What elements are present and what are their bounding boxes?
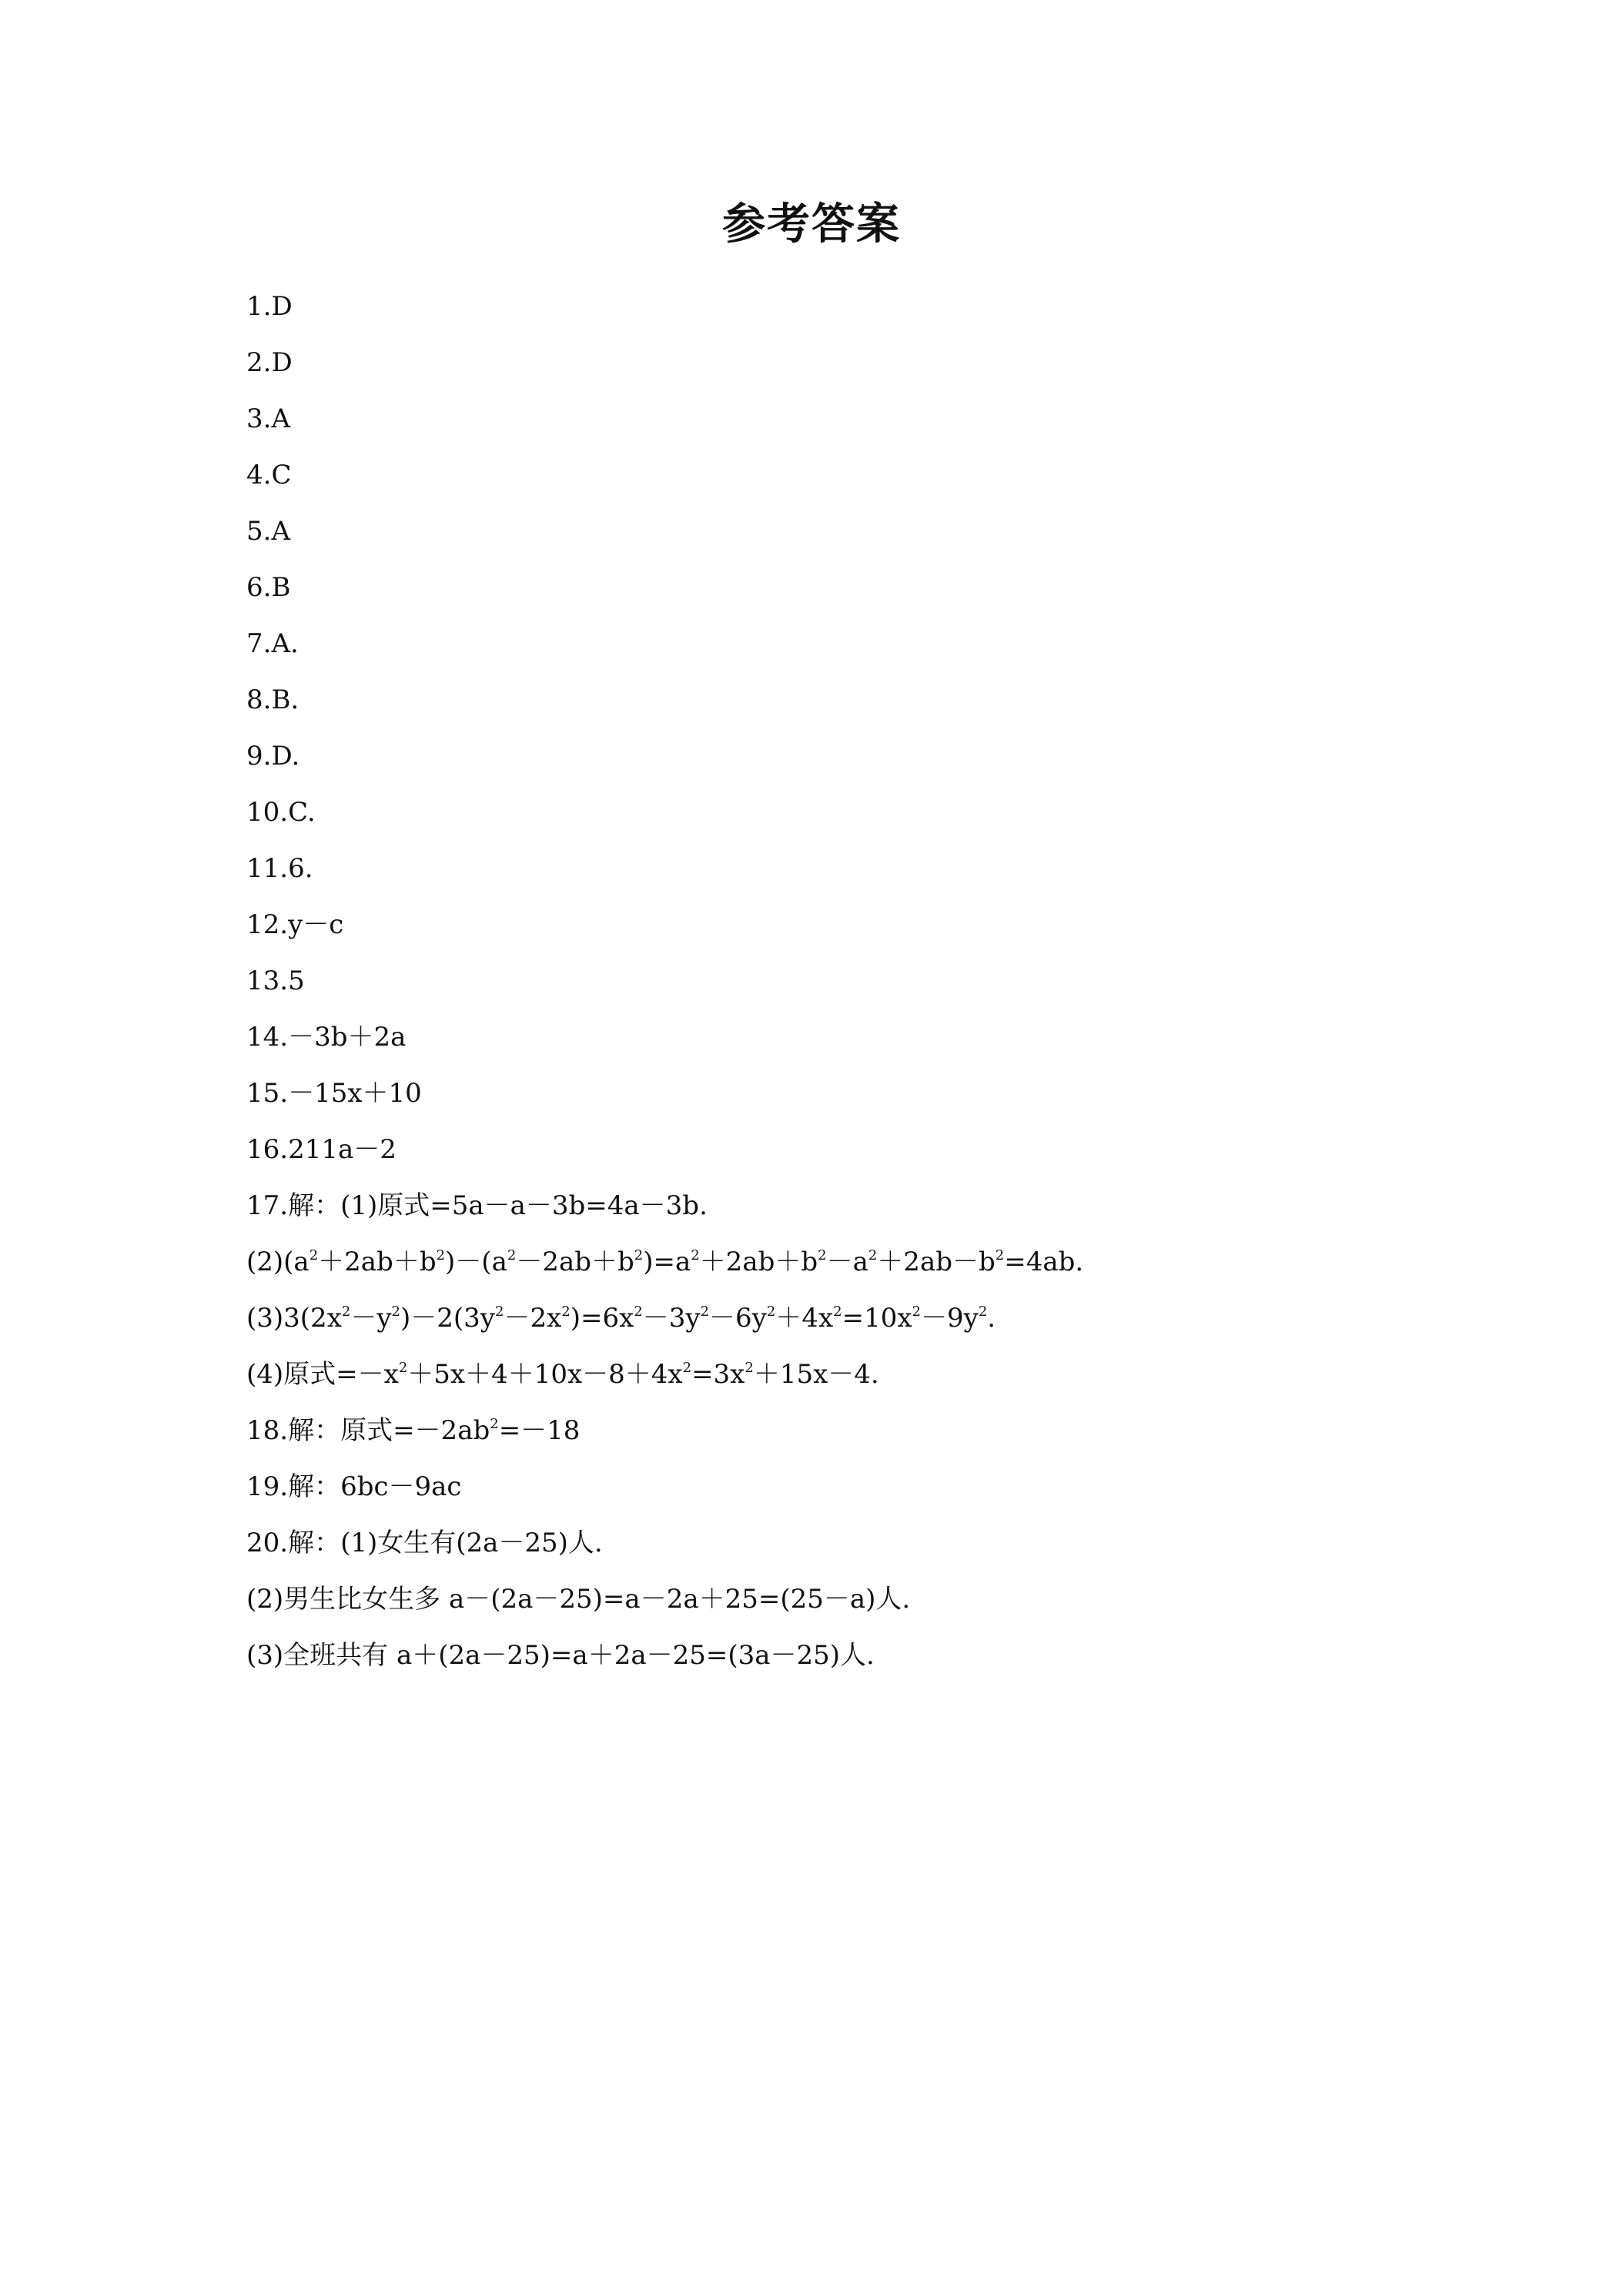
answer-line: 9.D.	[246, 741, 300, 771]
answer-line: 7.A.	[246, 628, 299, 659]
answer-line: 12.y－c	[246, 909, 344, 940]
answer-line: 11.6.	[246, 853, 313, 884]
answer-line: 3.A	[246, 403, 290, 434]
answer-line: 16.211a－2	[246, 1134, 397, 1165]
answer-line: 18.解：原式$=-2ab^2=-18$	[246, 1415, 581, 1446]
answer-line: 1.D	[246, 291, 293, 322]
answer-line: 15.－15x＋10	[246, 1078, 422, 1109]
answer-line: 4.C	[246, 460, 292, 490]
answer-line: 20.解：(1)女生有(2a－25)人.	[246, 1528, 603, 1558]
answer-line: 19.解：6bc－9ac	[246, 1471, 462, 1502]
answer-line: (2)男生比女生多 a－(2a－25)=a－2a＋25=(25－a)人.	[246, 1584, 911, 1615]
answer-line: 8.B.	[246, 684, 300, 715]
page-title: 参考答案	[722, 199, 901, 249]
answer-line: 13.5	[246, 966, 305, 996]
answer-line: (4)原式$=-x^2+5x+4+10x-8+4x^2=3x^2+15x-4$.	[246, 1359, 879, 1390]
answer-line: (3)全班共有 a＋(2a－25)=a＋2a－25=(3a－25)人.	[246, 1640, 875, 1671]
answer-list	[246, 279, 1555, 1684]
answer-line: 17.解：(1)原式=5a－a－3b=4a－3b.	[246, 1190, 708, 1221]
answer-line: 14.－3b＋2a	[246, 1022, 407, 1053]
answer-line: $(3)3(2x^2-y^2)-2(3y^2-2x^2)=6x^2-3y^2-6y^2+4x^2=10x^2-9y^2$.	[246, 1303, 996, 1334]
answer-line: 6.B	[246, 572, 291, 603]
answer-line: 10.C.	[246, 797, 316, 828]
answer-line: 5.A	[246, 516, 290, 547]
answer-line: $(2)(a^2+2ab+b^2)-(a^2-2ab+b^2)=a^2+2ab+b^2-a^2+2ab-b^2=4ab$.	[246, 1247, 1084, 1277]
answer-line: 2.D	[246, 347, 293, 378]
